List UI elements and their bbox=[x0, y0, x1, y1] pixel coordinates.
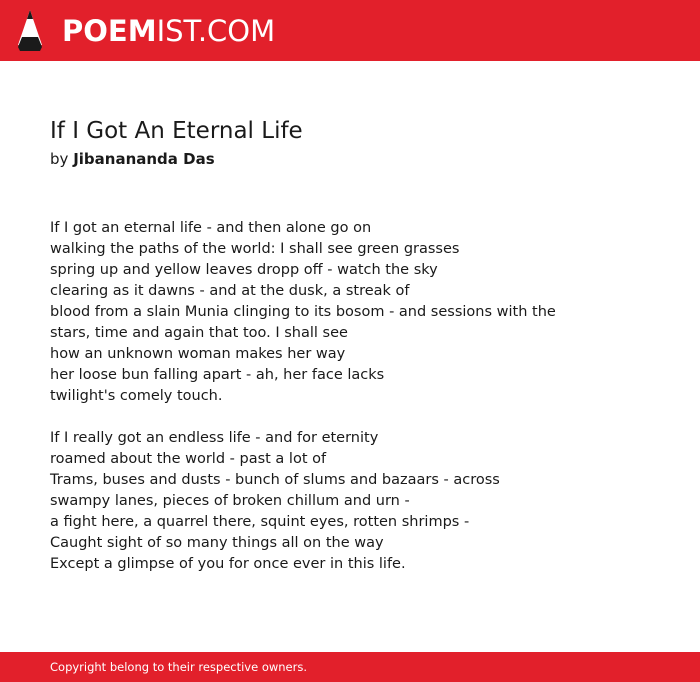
poem-line: If I really got an endless life - and for eternity bbox=[50, 430, 379, 446]
poem-title: If I Got An Eternal Life bbox=[50, 118, 303, 144]
poem-stanza bbox=[50, 428, 670, 575]
site-header bbox=[0, 0, 700, 61]
poem-body bbox=[50, 218, 670, 596]
site-footer bbox=[0, 652, 700, 682]
poem-line: clearing as it dawns - and at the dusk, a streak of bbox=[50, 283, 410, 299]
poem-line: stars, time and again that too. I shall see bbox=[50, 325, 348, 341]
poem-line: twilight's comely touch. bbox=[50, 388, 223, 404]
poem-line: swampy lanes, pieces of broken chillum and urn - bbox=[50, 493, 410, 509]
logo-text-light: IST.COM bbox=[156, 14, 276, 48]
poem-line: Except a glimpse of you for once ever in this life. bbox=[50, 556, 406, 572]
copyright-notice: Copyright belong to their respective owners. bbox=[50, 660, 308, 674]
poem-line: a fight here, a quarrel there, squint eyes, rotten shrimps - bbox=[50, 514, 470, 530]
poem-stanza bbox=[50, 218, 670, 407]
poem-byline bbox=[50, 149, 215, 169]
poem-line: roamed about the world - past a lot of bbox=[50, 451, 327, 467]
by-label: by bbox=[50, 150, 69, 168]
poem-line: blood from a slain Munia clinging to its bosom - and sessions with the bbox=[50, 304, 556, 320]
poem-line: spring up and yellow leaves dropp off - watch the sky bbox=[50, 262, 438, 278]
site-logo[interactable] bbox=[62, 14, 275, 48]
poem-author: Jibanananda Das bbox=[73, 150, 215, 168]
pencil-icon[interactable] bbox=[17, 9, 43, 52]
poem-line: walking the paths of the world: I shall see green grasses bbox=[50, 241, 460, 257]
poem-line: her loose bun falling apart - ah, her face lacks bbox=[50, 367, 385, 383]
poem-line: how an unknown woman makes her way bbox=[50, 346, 346, 362]
poem-line: Caught sight of so many things all on the way bbox=[50, 535, 384, 551]
poem-line: If I got an eternal life - and then alone go on bbox=[50, 220, 372, 236]
logo-text-strong: POEM bbox=[62, 14, 157, 48]
poem-line: Trams, buses and dusts - bunch of slums and bazaars - across bbox=[50, 472, 500, 488]
